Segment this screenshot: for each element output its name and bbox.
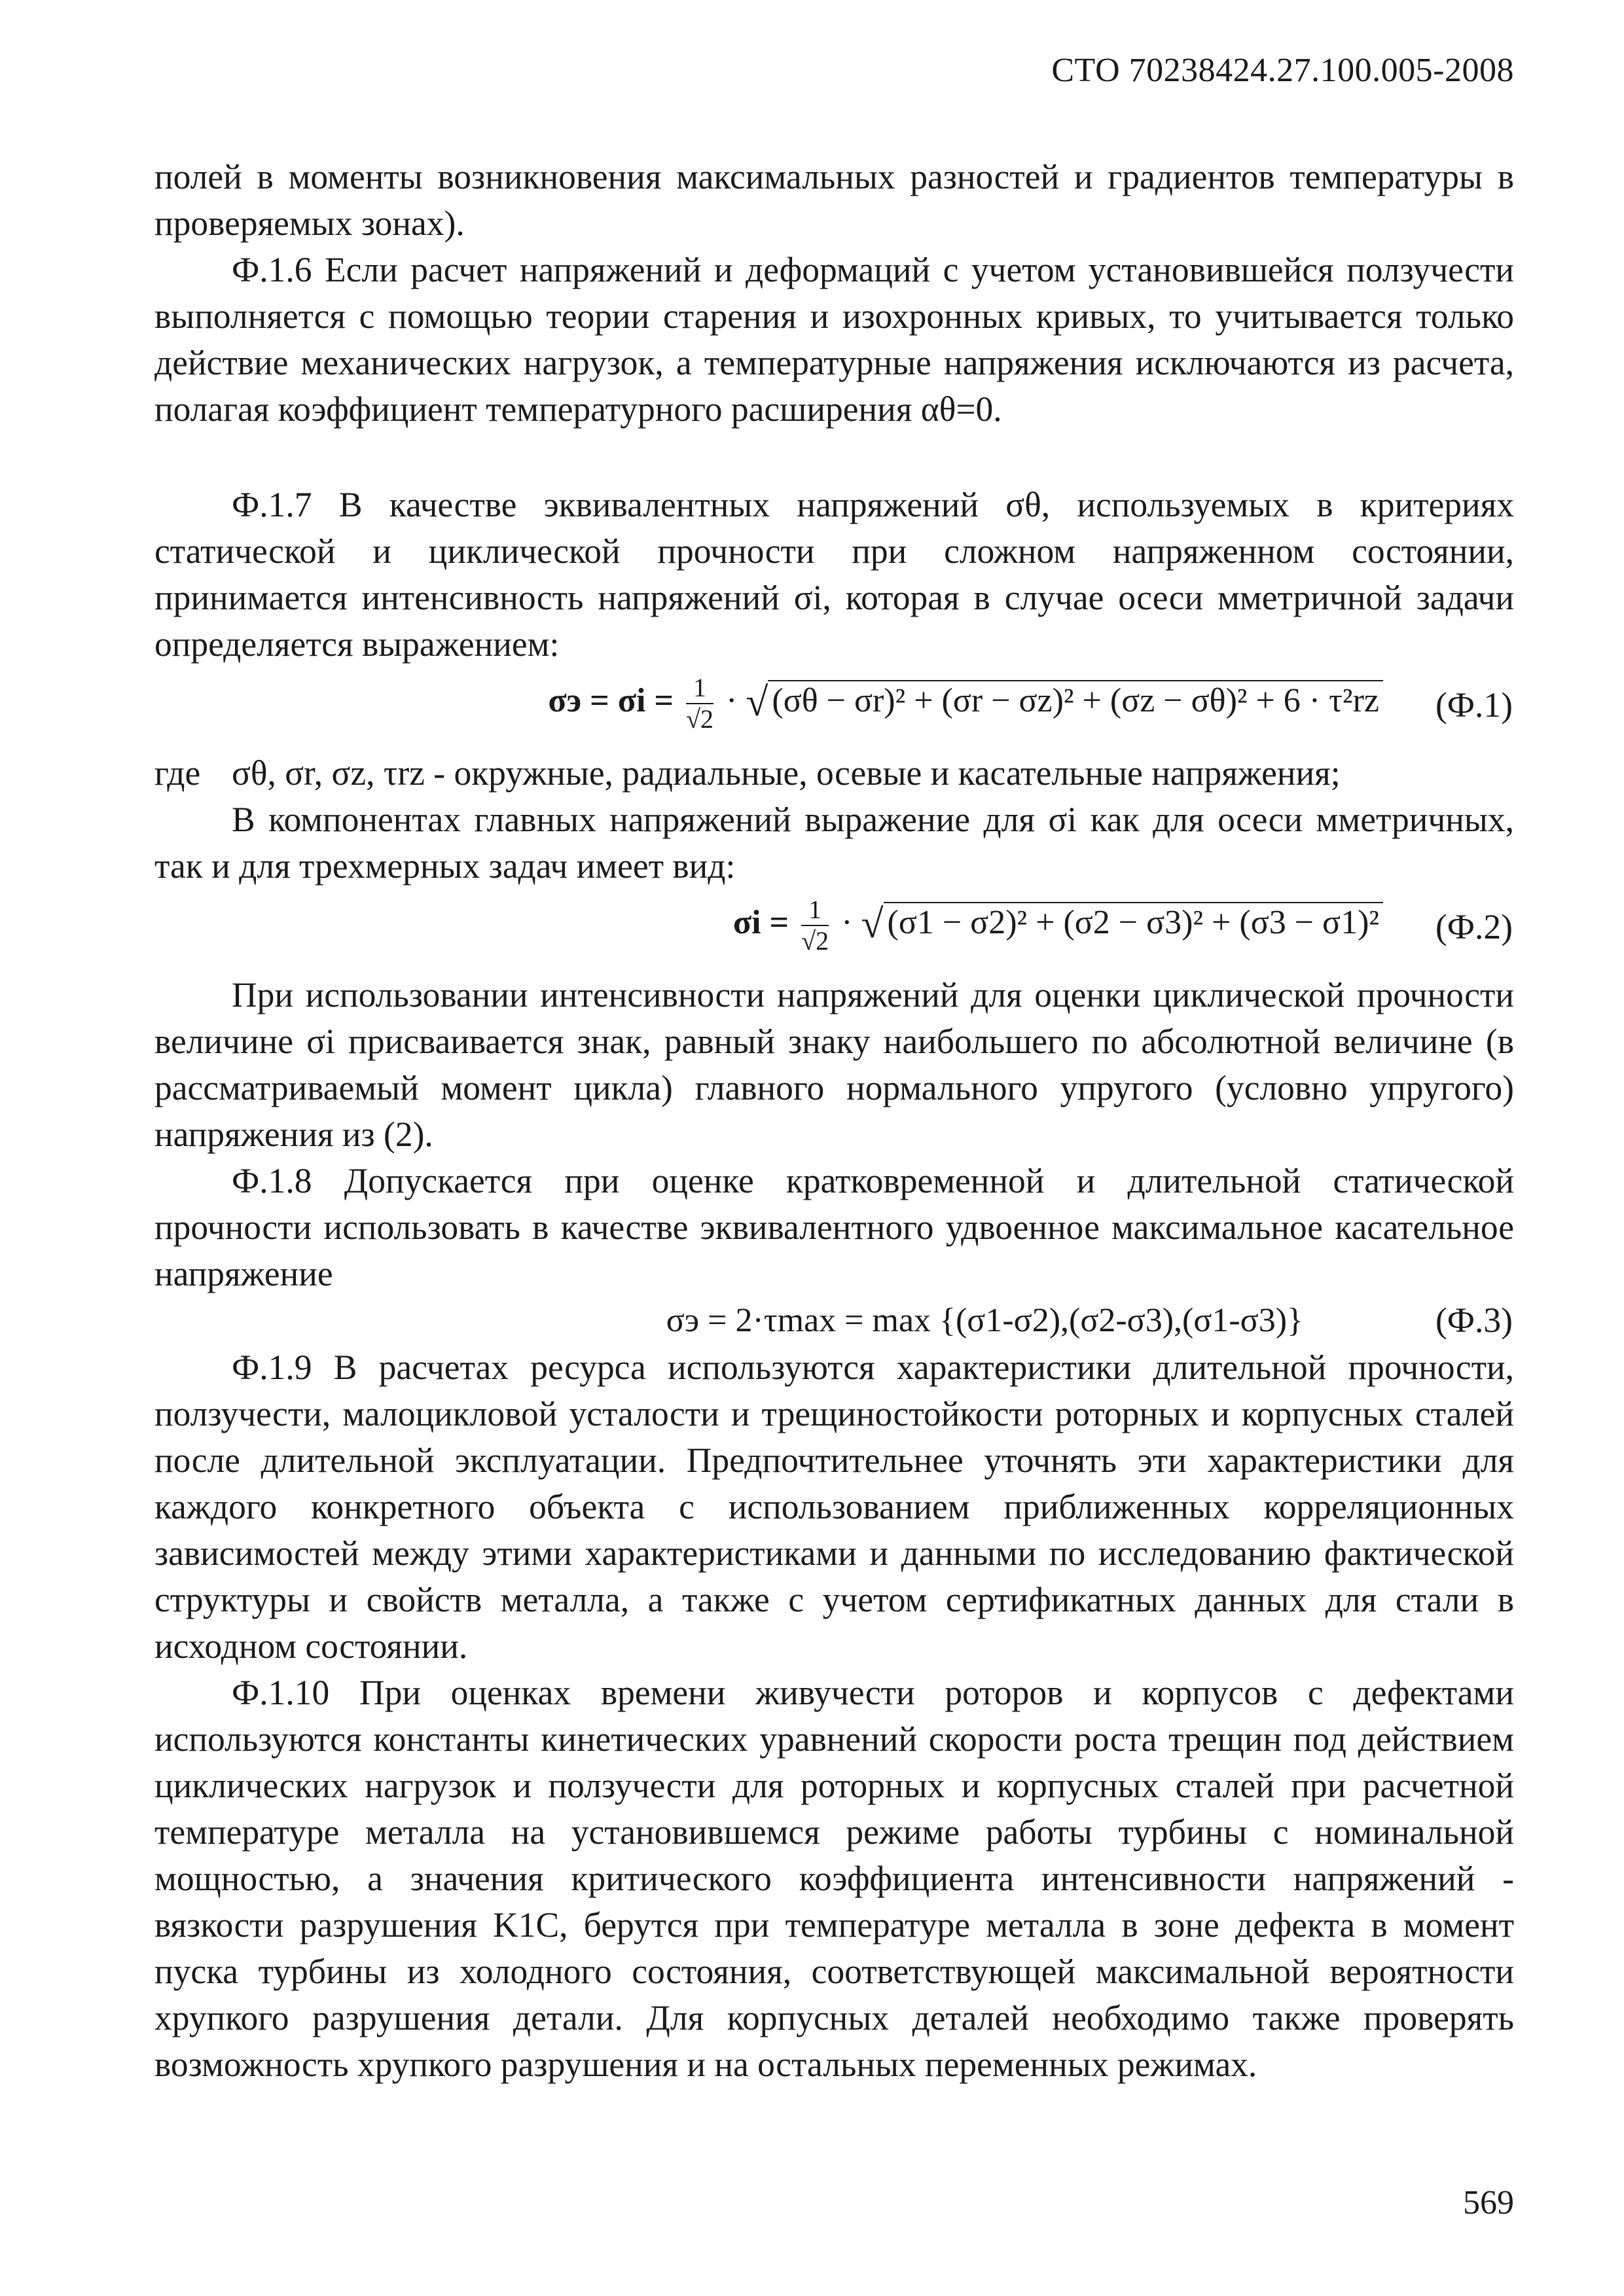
formula-f3-number: (Ф.3) [1435, 1300, 1513, 1340]
formula-f2 [154, 889, 1514, 972]
formula-f1-number: (Ф.1) [1435, 685, 1513, 725]
document-body [154, 154, 1514, 2088]
document-header: СТО 70238424.27.100.005-2008 [1051, 52, 1514, 89]
formula-f2-expression [733, 895, 1383, 956]
radical-sign: √ [746, 679, 768, 725]
formula-f1-fraction [686, 673, 713, 734]
formula-f2-fraction [801, 895, 829, 956]
formula-f1-lhs: σэ = σi = [548, 681, 674, 719]
page-number: 569 [1463, 2184, 1514, 2221]
formula-f3 [154, 1297, 1514, 1344]
paragraph-f1-8: Ф.1.8 Допускается при оценке кратковременной и длительной статической прочности использовать в качестве эквивалентного удвоенное максимальное касательное напряжение [154, 1161, 1514, 1293]
paragraph-f1-9: Ф.1.9 В расчетах ресурса используются характеристики длительной прочности, ползучести, малоцикловой усталости и трещиностойкости роторных и корпусных сталей после длительной эксплуатации. Предпочтительнее уточнять эти характеристики для каждого конкретного объекта с использованием приближенных корреляционных зависимостей между этими характеристиками и данными по исследованию фактической структуры и свойств металла, а также с учетом сертификатных данных для стали в исходном состоянии. [154, 1348, 1514, 1666]
formula-f1 [154, 668, 1514, 750]
paragraph-f1-10: Ф.1.10 При оценках времени живучести роторов и корпусов с дефектами используются константы кинетических уравнений скорости роста трещин под действием циклических нагрузок и ползучести для роторных и корпусных сталей при расчетной температуре металла на установившемся режиме работы турбины с номинальной мощностью, а значения критического коэффициента интенсивности напряжений - вязкости разрушения K1C, берутся при температуре металла в зоне дефекта в момент пуска турбины из холодного состояния, соответствующей максимальной вероятности хрупкого разрушения детали. Для корпусных деталей необходимо также проверять возможность хрупкого разрушения и на остальных переменных режимах. [154, 1673, 1514, 2084]
formula-f2-denominator: √2 [801, 926, 829, 956]
formula-f1-expression [548, 673, 1383, 734]
where-text: σθ, σr, σz, τrz - окружные, радиальные, осевые и касательные напряжения; [232, 753, 1341, 793]
paragraph-continuation: полей в моменты возникновения максимальных разностей и градиентов температуры в проверяемых зонах). [154, 157, 1514, 243]
paragraph-f1-7: Ф.1.7 В качестве эквивалентных напряжений σθ, используемых в критериях статической и циклической прочности при сложном напряженном состоянии, принимается интенсивность напряжений σi, которая в случае осеси мметричной задачи определяется выражением: [154, 485, 1514, 664]
formula-f2-lhs: σi = [732, 903, 789, 941]
formula-f1-numerator: 1 [686, 673, 713, 704]
dot-operator: · [841, 903, 853, 941]
where-word: где [154, 753, 201, 793]
paragraph-f1-6: Ф.1.6 Если расчет напряжений и деформаций с учетом установившейся ползучести выполняется с помощью теории старения и изохронных кривых, то учитывается только действие механических нагрузок, а температурные напряжения исключаются из расчета, полагая коэффициент температурного расширения αθ=0. [154, 250, 1514, 429]
radical-sign: √ [861, 901, 884, 946]
formula-f3-expression: σэ = 2·τmax = max {(σ1-σ2),(σ2-σ3),(σ1-σ3)} [666, 1302, 1303, 1339]
dot-operator: · [726, 681, 738, 719]
formula-f2-numerator: 1 [801, 895, 829, 926]
formula-f1-denominator: √2 [686, 704, 714, 734]
formula-f2-radicand: (σ1 − σ2)² + (σ2 − σ3)² + (σ3 − σ1)² [884, 902, 1384, 942]
where-line [154, 750, 1514, 797]
paragraph-components: В компонентах главных напряжений выражение для σi как для осеси мметричных, так и для трехмерных задач имеет вид: [154, 800, 1514, 886]
formula-f2-number: (Ф.2) [1435, 907, 1513, 946]
paragraph-usage: При использовании интенсивности напряжений для оценки циклической прочности величине σi присваивается знак, равный знаку наибольшего по абсолютной величине (в рассматриваемый момент цикла) главного нормального упругого (условно упругого) напряжения из (2). [154, 975, 1514, 1154]
formula-f1-radicand: (σθ − σr)² + (σr − σz)² + (σz − σθ)² + 6 · τ²rz [768, 680, 1383, 721]
